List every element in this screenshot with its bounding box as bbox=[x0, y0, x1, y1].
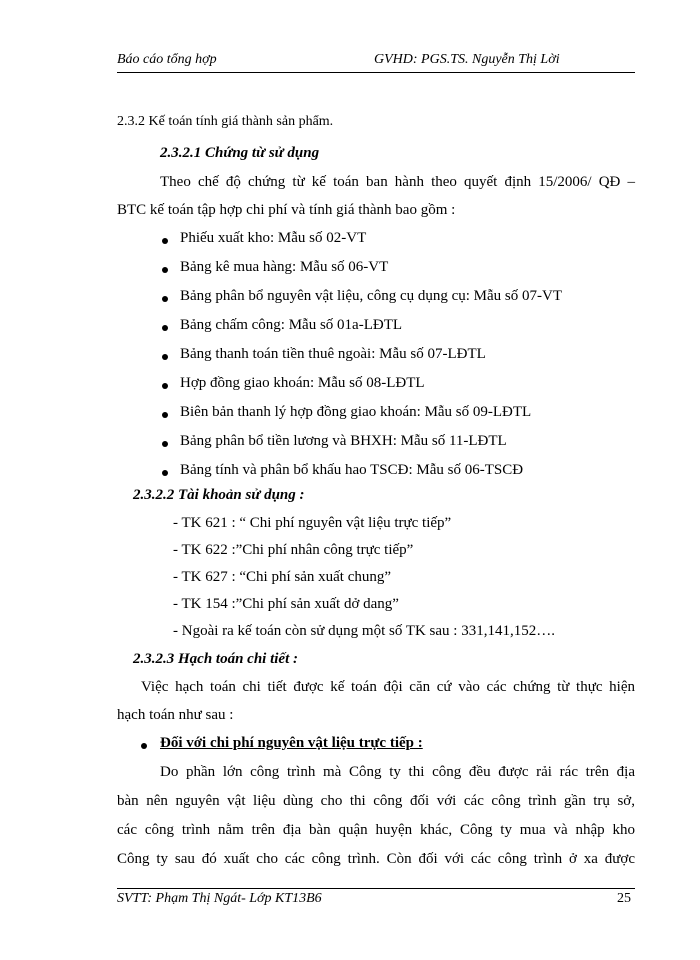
detail-para-line-2: hạch toán như sau : bbox=[117, 707, 234, 723]
header-supervisor: GVHD: PGS.TS. Nguyễn Thị Lời bbox=[374, 52, 560, 67]
detail-para-line-1: Việc hạch toán chi tiết được kế toán đội căn cứ vào các chứng từ thực hiện bbox=[141, 679, 635, 695]
bullet-icon bbox=[162, 383, 168, 389]
bullet-icon bbox=[162, 412, 168, 418]
bullet-icon bbox=[162, 238, 168, 244]
account-item: - TK 622 :”Chi phí nhân công trực tiếp” bbox=[173, 542, 414, 558]
header-report-title: Báo cáo tổng hợp bbox=[117, 52, 217, 67]
page-number: 25 bbox=[617, 891, 631, 906]
section-title: 2.3.2 Kế toán tính giá thành sản phẩm. bbox=[117, 114, 334, 129]
heading-2-3-2-3: 2.3.2.3 Hạch toán chi tiết : bbox=[133, 651, 298, 667]
body-line: Do phần lớn công trình mà Công ty thi công đều được rải rác trên địa bbox=[160, 764, 635, 780]
document-item: Bảng kê mua hàng: Mẫu số 06-VT bbox=[180, 259, 389, 275]
document-item: Phiếu xuất kho: Mẫu số 02-VT bbox=[180, 230, 367, 246]
body-line: Công ty sau đó xuất cho các công trình. Còn đối với các công trình ở xa được bbox=[117, 851, 635, 867]
document-item: Hợp đồng giao khoán: Mẫu số 08-LĐTL bbox=[180, 375, 425, 391]
account-item: - TK 154 :”Chi phí sản xuất dở dang” bbox=[173, 596, 399, 612]
document-item: Bảng thanh toán tiền thuê ngoài: Mẫu số 07-LĐTL bbox=[180, 346, 486, 362]
bullet-icon bbox=[141, 743, 147, 749]
bullet-icon bbox=[162, 325, 168, 331]
account-item: - TK 621 : “ Chi phí nguyên vật liệu trực tiếp” bbox=[173, 515, 452, 531]
bullet-icon bbox=[162, 354, 168, 360]
bullet-icon bbox=[162, 441, 168, 447]
account-item: - Ngoài ra kế toán còn sử dụng một số TK sau : 331,141,152…. bbox=[173, 623, 555, 639]
page-header bbox=[117, 50, 635, 73]
document-item: Bảng chấm công: Mẫu số 01a-LĐTL bbox=[180, 317, 403, 333]
bullet-icon bbox=[162, 470, 168, 476]
document-item: Bảng tính và phân bổ khấu hao TSCĐ: Mẫu số 06-TSCĐ bbox=[180, 462, 524, 478]
heading-2-3-2-1: 2.3.2.1 Chứng từ sử dụng bbox=[160, 145, 320, 161]
intro-line-1: Theo chế độ chứng từ kế toán ban hành theo quyết định 15/2006/ QĐ – bbox=[160, 174, 635, 190]
footer-divider bbox=[117, 888, 635, 889]
intro-line-2: BTC kế toán tập hợp chi phí và tính giá thành bao gồm : bbox=[117, 202, 456, 218]
footer-student-info: SVTT: Phạm Thị Ngát- Lớp KT13B6 bbox=[117, 891, 322, 906]
account-item: - TK 627 : “Chi phí sản xuất chung” bbox=[173, 569, 392, 585]
page-footer bbox=[117, 891, 635, 907]
bullet-icon bbox=[162, 296, 168, 302]
sub-heading-direct-materials: Đối với chi phí nguyên vật liệu trực tiếp : bbox=[160, 735, 423, 751]
heading-2-3-2-2: 2.3.2.2 Tài khoản sử dụng : bbox=[133, 487, 305, 503]
body-line: các công trình nằm trên địa bàn quận huyện khác, Công ty mua và nhập kho bbox=[117, 822, 635, 838]
bullet-icon bbox=[162, 267, 168, 273]
document-item: Bảng phân bổ tiền lương và BHXH: Mẫu số 11-LĐTL bbox=[180, 433, 507, 449]
body-line: bàn nên nguyên vật liệu dùng cho thi công đối với các công trình gần trụ sở, bbox=[117, 793, 635, 809]
document-item: Biên bản thanh lý hợp đồng giao khoán: Mẫu số 09-LĐTL bbox=[180, 404, 532, 420]
document-item: Bảng phân bổ nguyên vật liệu, công cụ dụng cụ: Mẫu số 07-VT bbox=[180, 288, 563, 304]
